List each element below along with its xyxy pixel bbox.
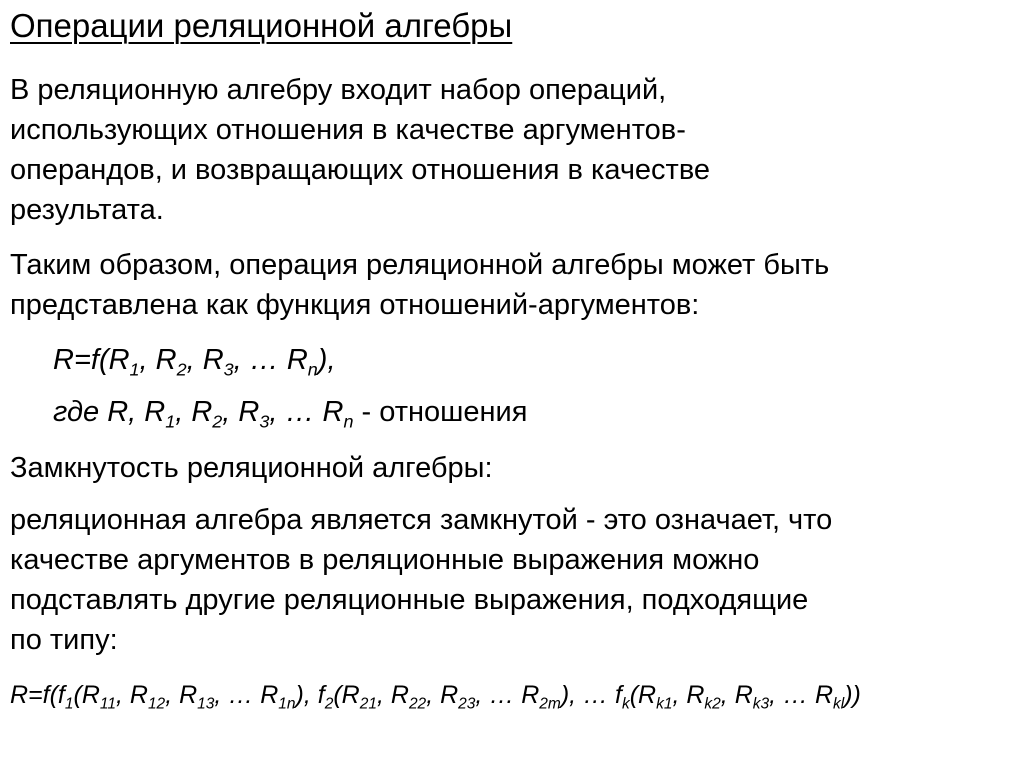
formula-text: )) (844, 681, 861, 709)
formula-text: где R, R (53, 396, 166, 428)
formula-subscript: 2 (176, 359, 187, 380)
paragraph-line: реляционная алгебра является замкнутой - это означает, что (10, 504, 833, 536)
formula-text: , … R (269, 396, 344, 428)
formula-subscript: 21 (359, 695, 377, 713)
formula-text: , R (426, 681, 459, 709)
formula-where (53, 392, 527, 432)
formula-text: , R (186, 344, 224, 376)
formula-subscript: k1 (656, 695, 673, 713)
formula-subscript: 1n (278, 695, 296, 713)
formula-text: (R (629, 681, 657, 709)
formula-subscript: 13 (197, 695, 215, 713)
formula-subscript: kl (833, 695, 845, 713)
formula-text: , R (115, 681, 148, 709)
paragraph-line: результата. (10, 194, 164, 226)
paragraph-line: использующих отношения в качестве аргументов- (10, 114, 686, 146)
formula-subscript: 2m (539, 695, 561, 713)
paragraph-line: Таким образом, операция реляционной алгебры может быть (10, 249, 830, 281)
formula-subscript: k3 (752, 695, 770, 713)
formula-text: , … R (214, 681, 279, 709)
paragraph-closure-heading (10, 448, 1010, 488)
paragraph-line: по типу: (10, 624, 118, 656)
formula-text: , R (720, 681, 753, 709)
formula-subscript: 11 (99, 695, 116, 713)
paragraph-function (10, 245, 1010, 325)
formula-subscript: k2 (704, 695, 721, 713)
formula-text: ), … f (560, 681, 622, 709)
formula-text: ), (317, 344, 336, 376)
formula-subscript: 3 (259, 411, 270, 432)
formula-text: , … R (233, 344, 308, 376)
formula-subscript: 22 (408, 695, 427, 713)
slide-title: Операции реляционной алгебры (10, 7, 513, 44)
formula-text: , R (222, 396, 260, 428)
formula-text: R (53, 344, 74, 376)
paragraph-line: качестве аргументов в реляционные выражения можно (10, 544, 760, 576)
formula-subscript: 2 (212, 411, 223, 432)
formula-text: R=f(f (10, 681, 65, 709)
formula-text: , R (376, 681, 409, 709)
formula-subscript: 23 (458, 695, 476, 713)
formula-text: (R (73, 681, 100, 709)
formula-subscript: n (343, 411, 354, 432)
formula-text: (R (333, 681, 360, 709)
paragraph-closure (10, 500, 1010, 660)
formula-subscript: n (307, 359, 318, 380)
paragraph-line: В реляционную алгебру входит набор операций, (10, 74, 667, 106)
formula-text: , R (165, 681, 198, 709)
formula-text: ), f (295, 681, 325, 709)
paragraph-line: Замкнутость реляционной алгебры: (10, 452, 493, 484)
formula-text: , R (139, 344, 177, 376)
formula-subscript: 3 (223, 359, 234, 380)
formula-text: , R (672, 681, 705, 709)
paragraph-line: подставлять другие реляционные выражения, подходящие (10, 584, 809, 616)
formula-subscript: 1 (64, 695, 74, 713)
formula-subscript: 2 (324, 695, 334, 713)
formula-text: =f(R (73, 344, 130, 376)
paragraph-line: операндов, и возвращающих отношения в качестве (10, 154, 711, 186)
formula-subscript: k (621, 695, 630, 713)
formula-subscript: 1 (129, 359, 140, 380)
formula-text: - отношения (353, 396, 528, 428)
formula-text: , … R (769, 681, 834, 709)
formula-subscript: 1 (165, 411, 176, 432)
formula-composition (10, 677, 861, 713)
formula-function (53, 340, 336, 380)
formula-text: , … R (475, 681, 540, 709)
paragraph-definition (10, 70, 1010, 230)
formula-subscript: 12 (147, 695, 166, 713)
formula-text: , R (175, 396, 213, 428)
paragraph-line: представлена как функция отношений-аргументов: (10, 289, 700, 321)
